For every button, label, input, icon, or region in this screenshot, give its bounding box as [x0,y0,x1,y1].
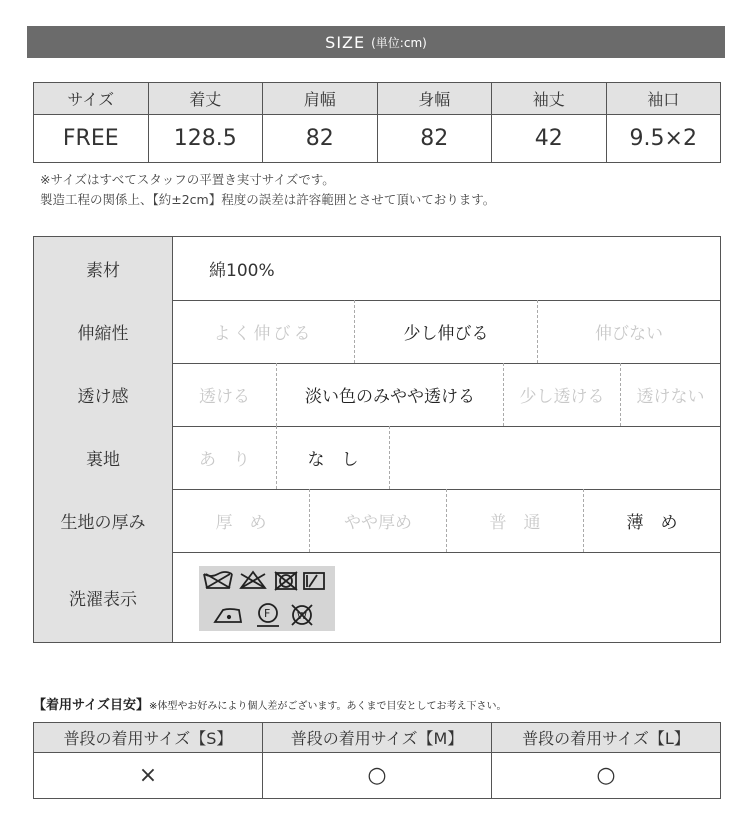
size-value-cell: FREE [34,115,149,163]
guide-title: 【着用サイズ目安】 [33,698,149,713]
size-guide-table [33,722,721,799]
care-symbols [199,566,335,631]
material-value: 綿100% [209,261,275,281]
care-label-image [199,566,335,631]
stretch-option-selected: 少し伸びる [355,300,538,363]
spec-row-lining [34,426,720,490]
guide-header-cell: 普段の着用サイズ【S】 [34,723,263,753]
sheer-option: 少し透ける [504,363,621,426]
guide-mark-row [34,753,721,799]
spec-label: 素材 [34,237,173,300]
stretch-option: よく伸びる [173,300,355,363]
stretch-option: 伸びない [595,324,663,344]
size-header-cell: 袖丈 [492,83,607,115]
spec-table [33,236,721,643]
banner-unit: (単位:cm) [371,35,427,50]
sheer-option: 透けない [636,387,705,407]
lining-empty-cell [390,426,720,489]
thickness-option: 普 通 [447,489,584,552]
dry-clean-f-icon [257,604,279,626]
spec-label: 透け感 [34,363,173,426]
spec-row-sheer [34,363,720,427]
measurement-note: ※サイズはすべてスタッフの平置き実寸サイズです。 [40,172,335,187]
no-tumble-dry-icon [275,572,297,590]
spec-row-washing [34,552,720,642]
guide-header-cell: 普段の着用サイズ【M】 [263,723,492,753]
spec-row-stretch [34,300,720,364]
size-table [33,82,721,163]
size-value-cell: 82 [377,115,492,163]
size-banner [27,26,725,58]
size-value-cell: 128.5 [148,115,263,163]
spec-row-material [34,237,720,301]
svg-text:F: F [264,607,271,620]
size-header-cell: 袖口 [606,83,721,115]
spec-label: 生地の厚み [34,489,173,552]
no-bleach-icon [241,572,265,588]
spec-label: 伸縮性 [34,300,173,363]
spec-label: 洗濯表示 [34,552,173,642]
size-value-cell: 82 [263,115,378,163]
no-wet-clean-icon [292,605,312,625]
thickness-option-selected: 薄 め [626,513,678,533]
size-value-row [34,115,721,163]
guide-mark-cell: × [34,753,263,799]
guide-header-cell: 普段の着用サイズ【L】 [492,723,721,753]
svg-text:W: W [297,611,307,622]
size-header-cell: 着丈 [148,83,263,115]
guide-note: ※体型やお好みにより個人差がございます。あくまで目安としてお考え下さい。 [148,701,507,712]
thickness-option: やや厚め [310,489,447,552]
sheer-option-selected: 淡い色のみやや透ける [277,363,504,426]
drip-dry-icon [304,573,324,589]
lining-option: あ り [173,426,277,489]
size-value-cell: 9.5×2 [606,115,721,163]
spec-label: 裏地 [34,426,173,489]
wash-tub-icon [204,572,232,588]
size-header-cell: 肩幅 [263,83,378,115]
lining-option-selected: な し [277,426,390,489]
size-header-cell: 身幅 [377,83,492,115]
banner-title: SIZE [325,32,366,52]
size-header-cell: サイズ [34,83,149,115]
size-value-cell: 42 [492,115,607,163]
sheer-option: 透ける [173,363,277,426]
tolerance-note: 製造工程の関係上、【約±2cm】程度の誤差は許容範囲とさせて頂いております。 [40,192,496,207]
low-iron-icon [215,609,241,622]
size-guide-title [33,694,507,713]
guide-header-row [34,723,721,753]
guide-mark-cell: ○ [492,753,721,799]
guide-mark-cell: ○ [263,753,492,799]
spec-row-thickness [34,489,720,553]
size-header-row [34,83,721,115]
thickness-option: 厚 め [173,489,310,552]
